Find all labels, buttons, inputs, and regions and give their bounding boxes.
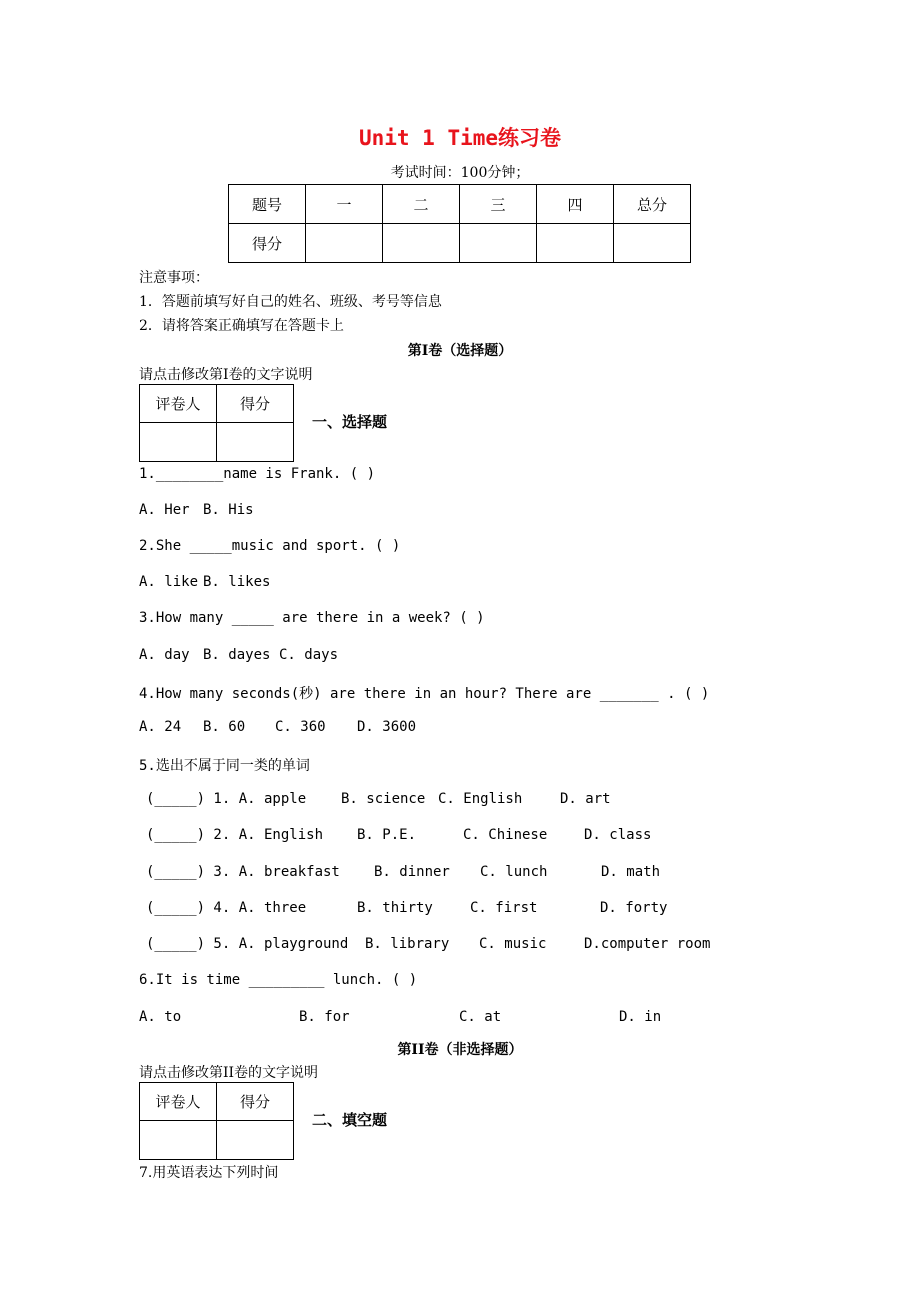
option[interactable]: A. 24 (139, 719, 182, 735)
option[interactable]: D. math (601, 864, 661, 880)
volume2-grader-table (139, 1082, 294, 1160)
row-number-and-option-a[interactable]: (_____) 3. A. breakfast (146, 864, 340, 880)
question-4-stem: 4.How many seconds(秒) are there in an hour? There are _______ . ( ) (139, 686, 710, 702)
grader-input-cell[interactable] (217, 1121, 294, 1160)
option[interactable]: B. dayes (203, 647, 271, 663)
option[interactable]: C. lunch (480, 864, 548, 880)
question-5-row (146, 827, 651, 843)
option[interactable]: B. P.E. (357, 827, 417, 843)
option[interactable]: D. forty (600, 900, 668, 916)
grader-input-cell[interactable] (140, 1121, 217, 1160)
option[interactable]: B. likes (203, 574, 271, 590)
option[interactable]: A. to (139, 1009, 182, 1025)
option[interactable]: D. art (560, 791, 611, 807)
question-1-stem: 1.________name is Frank. ( ) (139, 466, 376, 482)
row-number-and-option-a[interactable]: (_____) 5. A. playground (146, 936, 349, 952)
option[interactable]: C. Chinese (463, 827, 548, 843)
option[interactable]: A. day (139, 647, 190, 663)
exam-time: 考试时间：100分钟； (390, 165, 530, 181)
option[interactable]: D. in (619, 1009, 662, 1025)
score-table-cell: 二 (383, 185, 460, 224)
volume2-part-title: 二、填空题 (312, 1111, 388, 1129)
question-5-stem: 5.选出不属于同一类的单词 (139, 758, 310, 774)
score-table-cell: 四 (537, 185, 614, 224)
row-number-and-option-a[interactable]: (_____) 2. A. English (146, 827, 324, 843)
score-label: 得分 (229, 224, 306, 263)
note-item: 1．答题前填写好自己的姓名、班级、考号等信息 (139, 294, 442, 310)
grader-score-label: 得分 (217, 1083, 294, 1121)
option[interactable]: B. 60 (203, 719, 246, 735)
option[interactable]: B. library (365, 936, 450, 952)
grader-label: 评卷人 (140, 385, 217, 423)
option[interactable]: A. Her (139, 502, 190, 518)
note-item: 2．请将答案正确填写在答题卡上 (139, 318, 344, 334)
score-input-cell[interactable] (614, 224, 691, 263)
grader-input-cell[interactable] (217, 423, 294, 462)
question-6-stem: 6.It is time _________ lunch. ( ) (139, 972, 418, 988)
option[interactable]: C. English (438, 791, 523, 807)
score-table-cell: 总分 (614, 185, 691, 224)
grader-input-cell[interactable] (140, 423, 217, 462)
score-input-cell[interactable] (460, 224, 537, 263)
question-3-options (139, 647, 338, 663)
volume1-part-title: 一、选择题 (312, 413, 388, 431)
question-7-stem: 7.用英语表达下列时间 (139, 1165, 279, 1181)
question-6-options (139, 1009, 661, 1025)
score-table-cell: 题号 (229, 185, 306, 224)
question-5-row (146, 864, 660, 880)
option[interactable]: C. 360 (275, 719, 326, 735)
row-number-and-option-a[interactable]: (_____) 1. A. apple (146, 791, 307, 807)
option[interactable]: D. 3600 (357, 719, 417, 735)
option[interactable]: A. like (139, 574, 199, 590)
volume1-grader-table (139, 384, 294, 462)
volume1-description[interactable]: 请点击修改第I卷的文字说明 (139, 367, 313, 383)
page-title: Unit 1 Time练习卷 (358, 126, 562, 150)
option[interactable]: B. dinner (374, 864, 450, 880)
option[interactable]: C. days (279, 647, 339, 663)
option[interactable]: C. first (470, 900, 538, 916)
question-2-options (139, 574, 270, 590)
option[interactable]: C. at (459, 1009, 502, 1025)
volume1-title: 第I卷（选择题） (407, 343, 513, 359)
score-input-cell[interactable] (383, 224, 460, 263)
option[interactable]: D.computer room (584, 936, 711, 952)
option[interactable]: D. class (584, 827, 652, 843)
option[interactable]: B. His (203, 502, 254, 518)
question-1-options (139, 502, 254, 518)
grader-label: 评卷人 (140, 1083, 217, 1121)
score-table-header-row (229, 185, 691, 224)
score-table-cell: 一 (306, 185, 383, 224)
question-2-stem: 2.She _____music and sport. ( ) (139, 538, 401, 554)
question-4-options (139, 719, 416, 735)
option[interactable]: B. for (299, 1009, 350, 1025)
grader-score-label: 得分 (217, 385, 294, 423)
score-input-cell[interactable] (537, 224, 614, 263)
question-5-row (146, 936, 710, 952)
score-table-cell: 三 (460, 185, 537, 224)
notes-heading: 注意事项： (139, 270, 209, 286)
question-3-stem: 3.How many _____ are there in a week? ( ) (139, 610, 485, 626)
option[interactable]: B. science (341, 791, 426, 807)
volume2-description[interactable]: 请点击修改第II卷的文字说明 (139, 1065, 319, 1081)
row-number-and-option-a[interactable]: (_____) 4. A. three (146, 900, 307, 916)
option[interactable]: B. thirty (357, 900, 433, 916)
score-input-cell[interactable] (306, 224, 383, 263)
volume2-title: 第II卷（非选择题） (397, 1042, 523, 1058)
score-table (228, 184, 691, 263)
question-5-row (146, 791, 611, 807)
option[interactable]: C. music (479, 936, 547, 952)
score-table-score-row (229, 224, 691, 263)
question-5-row (146, 900, 667, 916)
